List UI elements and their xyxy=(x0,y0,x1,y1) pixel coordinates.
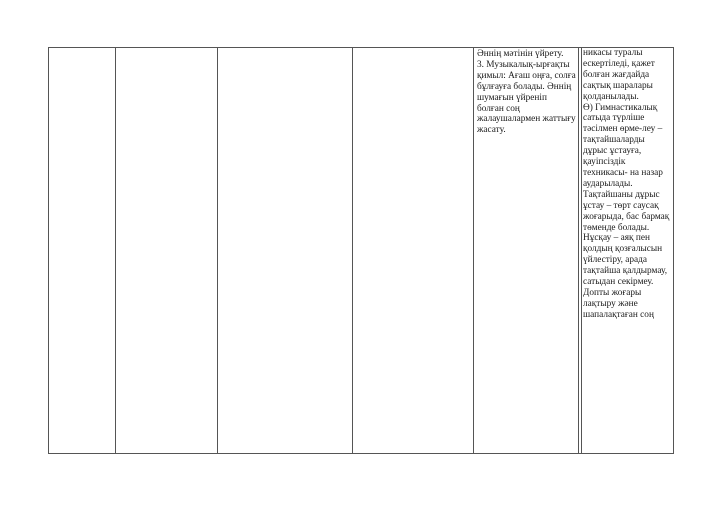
cell-5-text: Әннің мәтінін үйрету. 3. Музыкалық-ырғақты қимыл: Ағаш оңға, солға бұлғауға болады. Әннің шумағын үйреніп болған соң жалаушалармен жаттығу жасату. xyxy=(477,49,576,136)
table-cell-6 xyxy=(579,48,674,454)
table-cell-1 xyxy=(49,48,116,454)
table-cell-5 xyxy=(474,48,579,454)
cell-6-text: никасы туралы ескертіледі, қажет болған жағдайда сақтық шаралары қолданылады. Ө) Гимнастикалық сатыда түрліше тәсілмен өрме-леу – тақтайшаларды дұрыс ұстауға, қауіпсіздік техникасы- на назар аударылады. Тақтайшаны дұрыс ұстау – төрт саусақ жоғарыда, бас бармақ төменде болады. Нұсқау – аяқ пен қолдың қозғалысын үйлестіру, арада тақтайша қалдырмау, сатыдан секірмеу. Допты жоғары лақтыру және шапалақтаған соң xyxy=(583,48,670,320)
cell-6-inner-border xyxy=(581,48,673,453)
lesson-plan-table xyxy=(48,47,674,454)
table-cell-2 xyxy=(116,48,218,454)
table-cell-3 xyxy=(218,48,353,454)
table-row xyxy=(49,48,674,454)
table-cell-4 xyxy=(353,48,474,454)
